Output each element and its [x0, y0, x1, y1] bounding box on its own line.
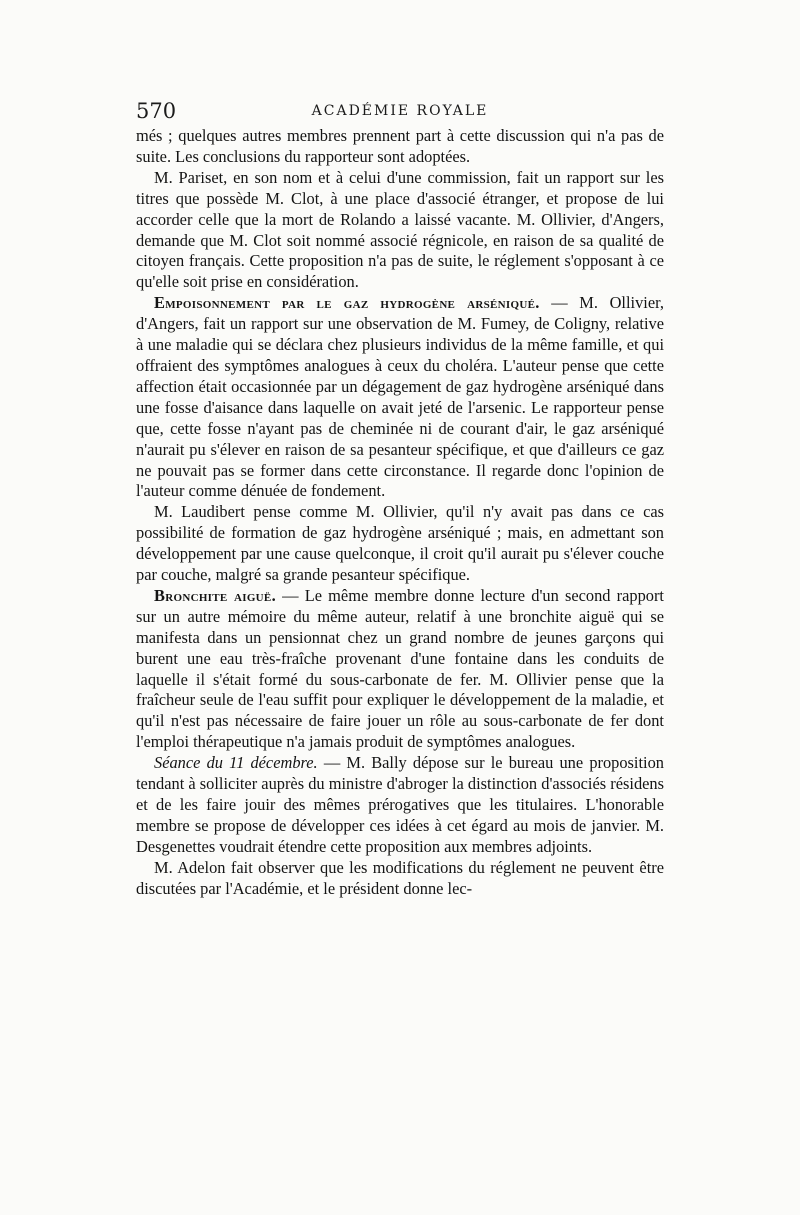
paragraph-6 — [136, 753, 664, 858]
page-header — [136, 96, 664, 126]
paragraph-text: més ; quelques autres membres prennent part à cette discussion qui n'a pas de suite. Les conclusions du rapporteur sont adoptées. — [136, 126, 664, 166]
paragraph-2 — [136, 168, 664, 293]
body-text — [136, 126, 664, 900]
paragraph-4 — [136, 502, 664, 586]
paragraph-text: M. Pariset, en son nom et à celui d'une commission, fait un rapport sur les titres que possède M. Clot, à une place d'associé étranger, et propose de lui accorder celle que la mort de Rolando a laissé vacante. M. Ollivier, d'Angers, demande que M. Clot soit nommé associé régnicole, en raison de sa qualité de citoyen français. Cette proposition n'a pas de suite, le réglement s'opposant à ce qu'elle soit prise en considération. — [136, 167, 664, 292]
running-head: ACADÉMIE ROYALE — [311, 103, 489, 119]
paragraph-7 — [136, 858, 664, 900]
section-heading: Bronchite aiguë. — [154, 585, 276, 605]
paragraph-3 — [136, 293, 664, 502]
paragraph-text: M. Laudibert pense comme M. Ollivier, qu'il n'y avait pas dans ce cas possibilité de formation de gaz hydrogène arséniqué ; mais, en admettant son développement par une cause quelconque, il croit qu'il aurait pu s'élever couche par couche, malgré sa grande pesanteur spécifique. — [136, 502, 664, 585]
paragraph-text: M. Adelon fait observer que les modifications du réglement ne peuvent être discutées par l'Académie, et le président donne lec- — [136, 857, 664, 898]
page-number: 570 — [136, 99, 177, 123]
section-heading: Empoisonnement par le gaz hydrogène arséniqué. — [154, 293, 540, 313]
paragraph-text: — M. Ollivier, d'Angers, fait un rapport sur une observation de M. Fumey, de Coligny, relative à une maladie qui se déclara chez plusieurs individus de la même famille, et qui offraient des symptômes analogues à ceux du choléra. L'auteur pense que cette affection était occasionnée par un dégagement de gaz hydrogène arséniqué dans une fosse d'aisance dans laquelle on avait jeté de l'arsenic. Le rapporteur pense que, cette fosse n'ayant pas de cheminée ni de courant d'air, le gaz arséniqué n'aurait pu s'élever en raison de sa pesanteur spécifique, et que d'ailleurs ce gaz ne pouvait pas se former dans cette circonstance. Il regarde donc l'opinion de l'auteur comme dénuée de fondement. — [136, 293, 664, 501]
paragraph-5 — [136, 586, 664, 753]
session-date: Séance du 11 décembre. — [154, 753, 318, 773]
paragraph-text: — M. Bally dépose sur le bureau une proposition tendant à solliciter auprès du ministre d'abroger la distinction d'associés résidens et de les faire jouir des mêmes prérogatives que les titulaires. L'honorable membre se propose de développer ces idées à cet égard au mois de janvier. M. Desgenettes voudrait étendre cette proposition aux membres adjoints. — [136, 753, 664, 856]
paragraph-1 — [136, 126, 664, 168]
paragraph-text: — Le même membre donne lecture d'un second rapport sur un autre mémoire du même auteur, relatif à une bronchite aiguë qui se manifesta dans un pensionnat chez un grand nombre de jeunes garçons qui burent une eau très-fraîche provenant d'une fontaine dans les conduits de laquelle il s'était formé du sous-carbonate de fer. M. Ollivier pense que la fraîcheur seule de l'eau suffit pour expliquer le développement de la maladie, et qu'il n'est pas nécessaire de faire jouer un rôle au sous-carbonate de fer dont l'emploi thérapeutique n'a jamais produit de symptômes analogues. — [136, 585, 664, 752]
